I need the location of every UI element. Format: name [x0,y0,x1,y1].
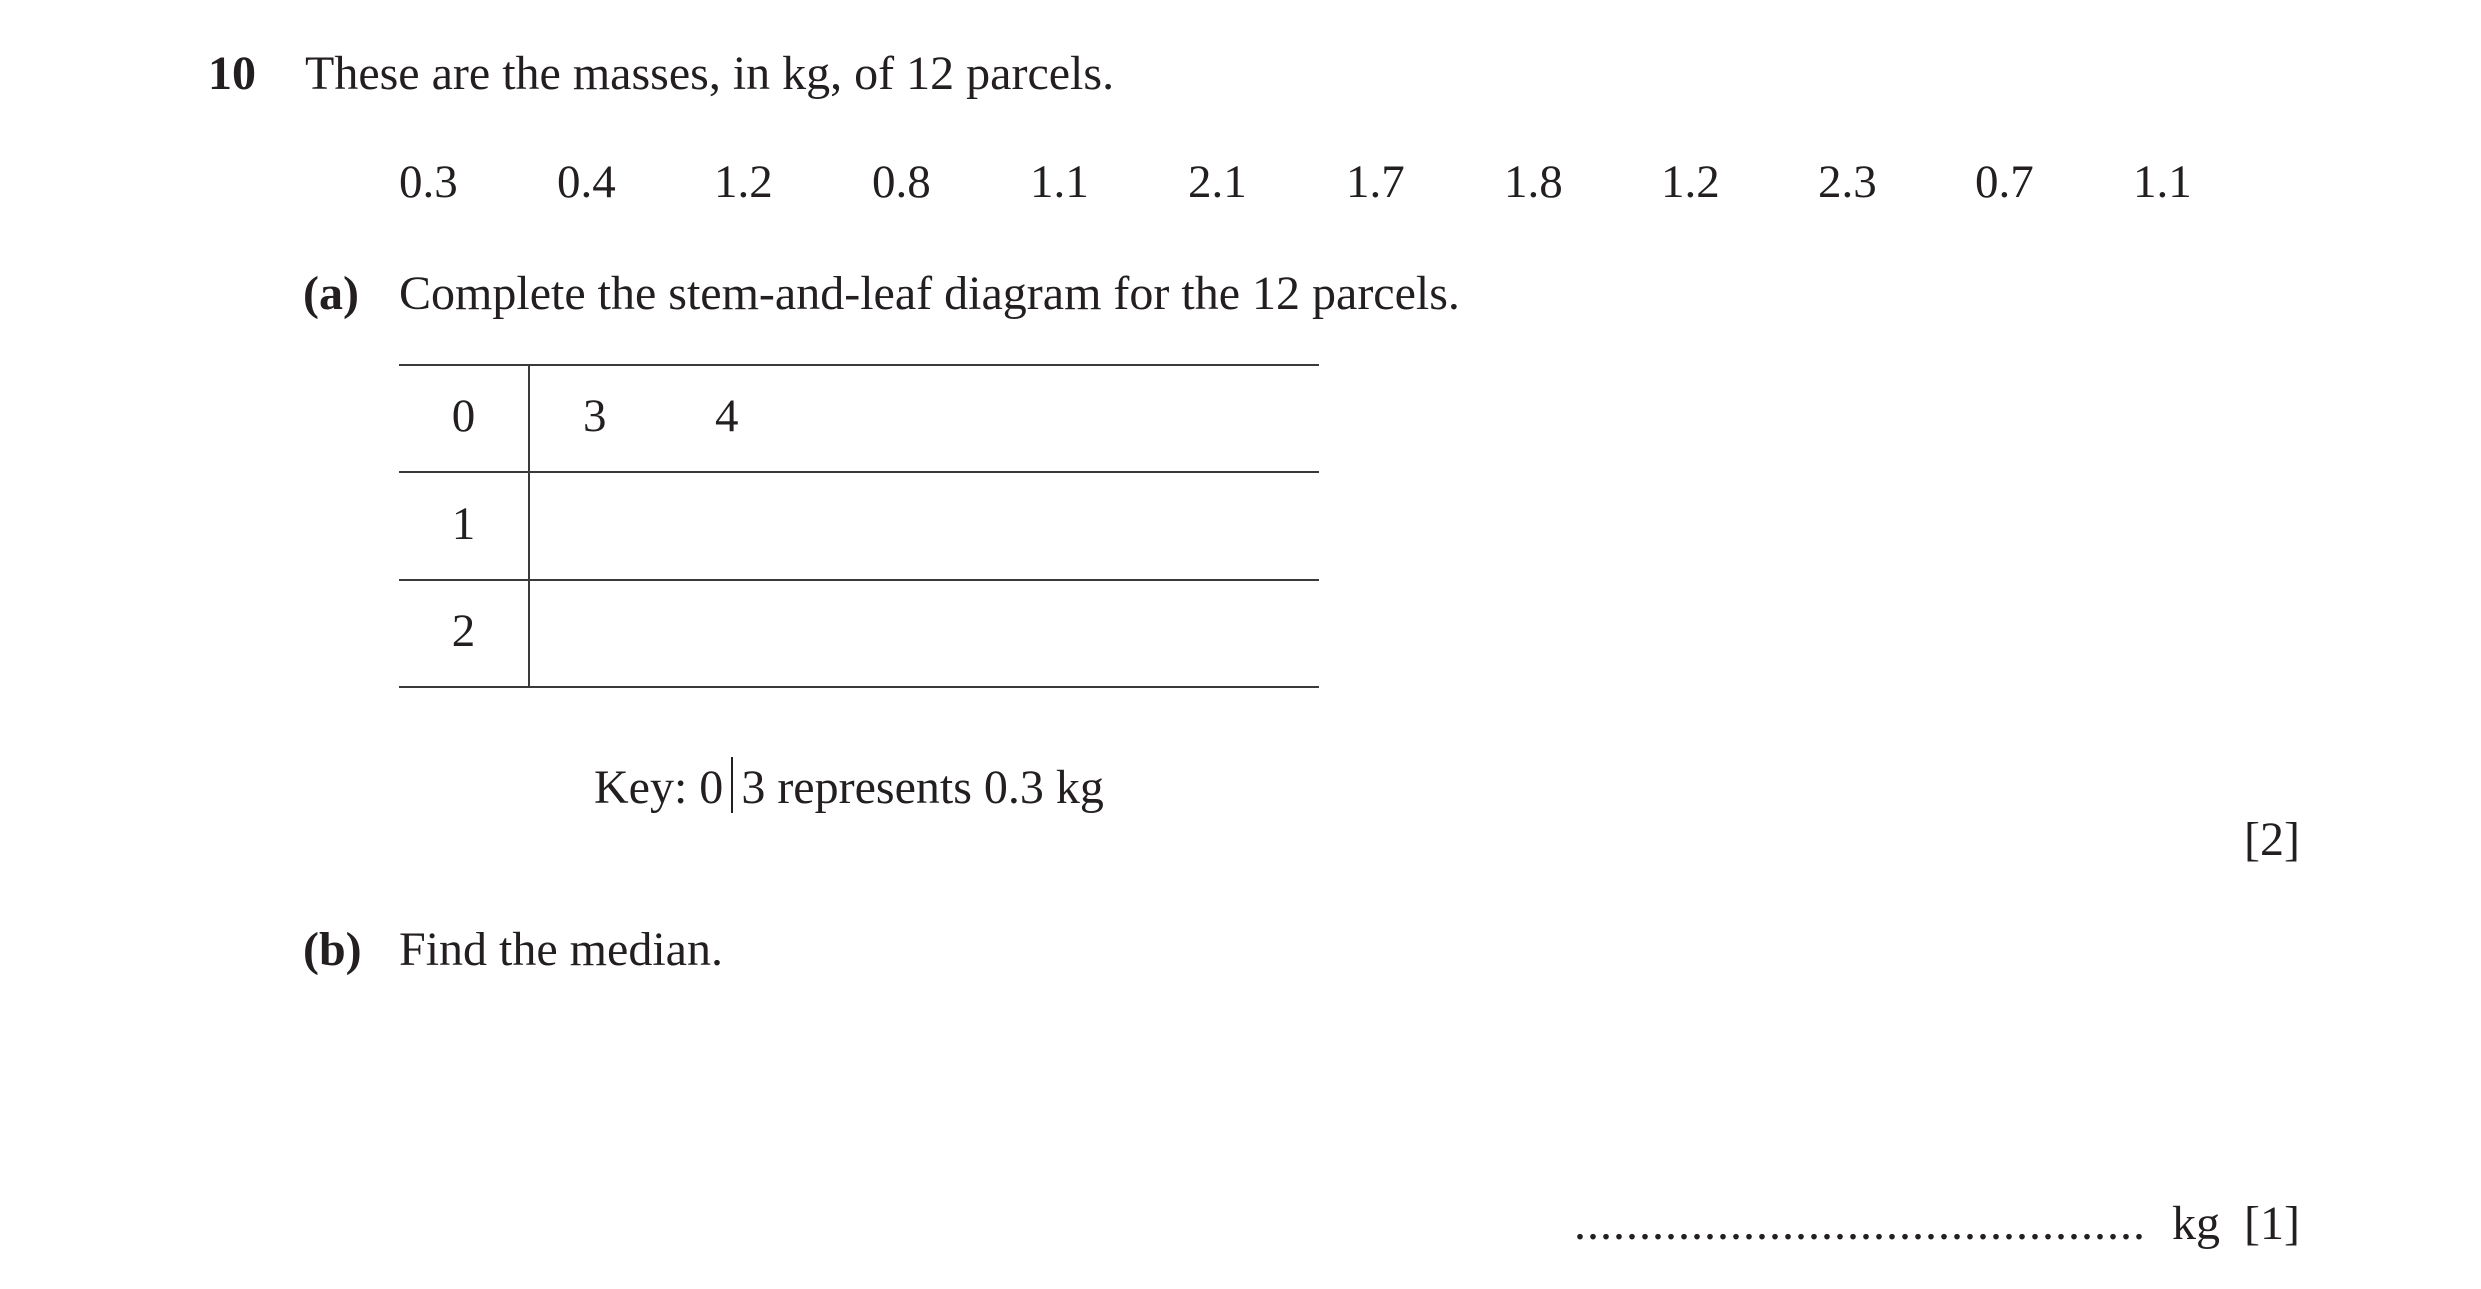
part-a-marks: [2] [2244,813,2300,866]
part-b-answer-line [1574,1196,2300,1251]
part-b-instruction: Find the median. [399,923,723,976]
question-text: These are the masses, in kg, of 12 parcels. [305,47,1115,100]
mass-value: 0.8 [872,156,931,208]
answer-unit: kg [2172,1197,2221,1250]
stem-1: 1 [451,498,476,550]
stem-0: 0 [451,390,476,442]
part-b-label: (b) [303,923,362,976]
mass-value: 1.1 [2133,156,2192,208]
table-rule [399,579,1319,581]
mass-value: 1.8 [1504,156,1563,208]
stem-and-leaf-diagram [399,364,1319,688]
mass-value: 1.7 [1346,156,1405,208]
leaf-answer-area-2[interactable] [583,604,1283,664]
mass-value: 0.4 [557,156,616,208]
leaf-cell: 3 [583,390,607,442]
table-rule [399,686,1319,688]
mass-value: 1.1 [1030,156,1089,208]
key-divider [731,757,733,813]
key-prefix: Key: 0 [594,761,724,814]
stem-2: 2 [451,605,476,657]
question-number: 10 [208,47,256,100]
answer-dots[interactable]: ............................................ [1574,1197,2147,1250]
part-b-marks: [1] [2244,1197,2300,1250]
leaf-cell: 4 [715,390,739,442]
mass-value: 2.3 [1818,156,1877,208]
table-rule [399,471,1319,473]
diagram-key [594,757,1104,815]
part-a-label: (a) [303,267,359,320]
table-rule [399,364,1319,366]
mass-value: 0.3 [399,156,458,208]
mass-value: 1.2 [1661,156,1720,208]
leaf-answer-area-1[interactable] [583,497,1283,557]
mass-value: 1.2 [714,156,773,208]
stem-divider [528,364,530,688]
part-a-instruction: Complete the stem-and-leaf diagram for the 12 parcels. [399,267,1460,320]
key-suffix: 3 represents 0.3 kg [741,761,1104,814]
mass-value: 0.7 [1975,156,2034,208]
mass-value: 2.1 [1188,156,1247,208]
